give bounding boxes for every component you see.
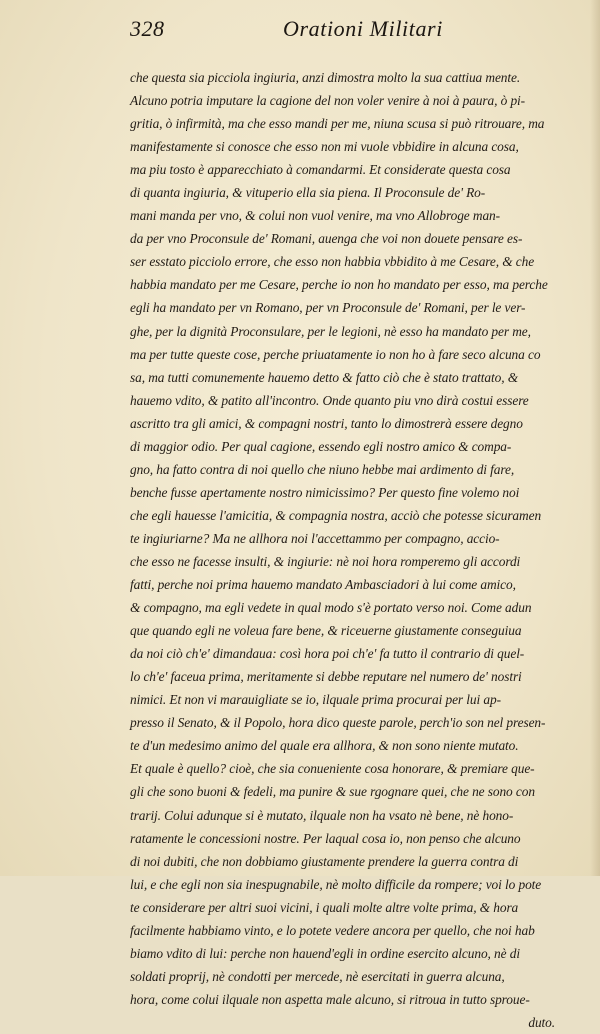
text-line: hora, come colui ilquale non aspetta male alcuno, si ritroua in tutto sproue- [130, 991, 530, 1007]
text-line: sa, ma tutti comunemente hauemo detto & fatto ciò che è stato trattato, & [130, 369, 519, 385]
text-line: presso il Senato, & il Popolo, hora dico queste parole, perch'io son nel presen- [130, 715, 546, 731]
text-line: nimici. Et non vi marauigliate se io, ilquale prima procurai per lui ap- [130, 692, 501, 708]
text-line: ser esstato picciolo errore, che esso non habbia vbbidito à me Cesare, & che [130, 254, 535, 270]
text-line: trarij. Colui adunque si è mutato, ilquale non ha vsato nè bene, nè hono- [130, 807, 514, 823]
text-line: manifestamente si conosce che esso non mi vuole vbbidire in alcuna cosa, [130, 139, 519, 155]
text-line: di noi dubiti, che non dobbiamo giustamente prendere la guerra contra di [130, 853, 519, 869]
text-line: gno, ha fatto contra di noi quello che niuno hebbe mai ardimento di fare, [130, 461, 515, 477]
text-line: habbia mandato per me Cesare, perche io non ho mandato per esso, ma perche [130, 277, 548, 293]
text-line: biamo vdito di lui: perche non hauend'egli in ordine esercito alcuno, nè di [130, 945, 520, 961]
text-line: gritia, ò infirmità, ma che esso mandi per me, niuna scusa si può ritrouare, ma [130, 116, 545, 132]
text-line: ma piu tosto è apparecchiato à comandarmi. Et considerate questa cosa [130, 162, 511, 178]
text-line: Alcuno potria imputare la cagione del non voler venire à noi à paura, ò pi- [130, 93, 526, 109]
text-line: che esso ne facesse insulti, & ingiurie: nè noi hora romperemo gli accordi [130, 553, 521, 569]
text-line: te d'un medesimo animo del quale era allhora, & non sono niente mutato. [130, 738, 519, 754]
text-line: te ingiuriarne? Ma ne allhora noi l'accettammo per compagno, accio- [130, 530, 500, 546]
text-line: mani manda per vno, & colui non vuol venire, ma vno Allobroge man- [130, 208, 501, 224]
text-line: hauemo vdito, & patito all'incontro. Onde quanto piu vno dirà costui essere [130, 392, 529, 408]
text-line: egli ha mandato per vn Romano, per vn Proconsule de' Romani, per le ver- [130, 300, 526, 316]
text-line: ma per tutte queste cose, perche priuatamente io non ho à fare seco alcuna co [130, 346, 541, 362]
text-line: & compagno, ma egli vedete in qual modo s'è portato verso noi. Come adun [130, 600, 532, 616]
text-line: Et quale è quello? cioè, che sia conueniente cosa honorare, & premiare que- [130, 761, 535, 777]
text-line: que quando egli ne voleua fare bene, & riceuerne giustamente conseguiua [130, 623, 522, 639]
text-line: benche fusse apertamente nostro nimicissimo? Per questo fine volemo noi [130, 484, 520, 500]
text-line: ghe, per la dignità Proconsulare, per le legioni, nè esso ha mandato per me, [130, 323, 531, 339]
text-line: di maggior odio. Per qual cagione, essendo egli nostro amico & compa- [130, 438, 512, 454]
text-line-last: duto. [528, 1014, 555, 1030]
text-line: ascritto tra gli amici, & compagni nostri, tanto lo dimostrerà essere degno [130, 415, 523, 431]
text-line: facilmente habbiamo vinto, e lo potete vedere ancora per quello, che noi hab [130, 922, 535, 938]
running-title: Orationi Militari [283, 16, 443, 41]
text-line: ratamente le concessioni nostre. Per laqual cosa io, non penso che alcuno [130, 830, 521, 846]
text-line: che egli hauesse l'amicitia, & compagnia nostra, acciò che potesse sicuramen [130, 507, 542, 523]
text-line: lui, e che egli non sia inespugnabile, nè molto difficile da rompere; voi lo pote [130, 876, 542, 892]
body-text [130, 66, 573, 1034]
text-line: che questa sia picciola ingiuria, anzi dimostra molto la sua cattiua mente. [130, 70, 521, 85]
text-line: gli che sono buoni & fedeli, ma punire & sue rgognare quei, che ne sono con [130, 784, 535, 800]
text-line: da noi ciò ch'e' dimandaua: così hora poi ch'e' fa tutto il contrario di quel- [130, 646, 525, 662]
page-number: 328 [130, 16, 165, 41]
text-line: di quanta ingiuria, & vituperio ella sia piena. Il Proconsule de' Ro- [130, 185, 486, 201]
page-header [130, 16, 570, 46]
page-edge-shadow [590, 0, 600, 876]
text-line: fatti, perche noi prima hauemo mandato Ambasciadori à lui come amico, [130, 577, 516, 593]
text-line: da per vno Proconsule de' Romani, auenga che voi non douete pensare es- [130, 231, 523, 247]
text-line: soldati proprij, nè condotti per mercede, nè esercitati in guerra alcuna, [130, 968, 505, 984]
text-line: lo ch'e' faceua prima, meritamente si debbe reputare nel numero de' nostri [130, 669, 522, 685]
text-line: te considerare per altri suoi vicini, i quali molte altre volte prima, & hora [130, 899, 519, 915]
